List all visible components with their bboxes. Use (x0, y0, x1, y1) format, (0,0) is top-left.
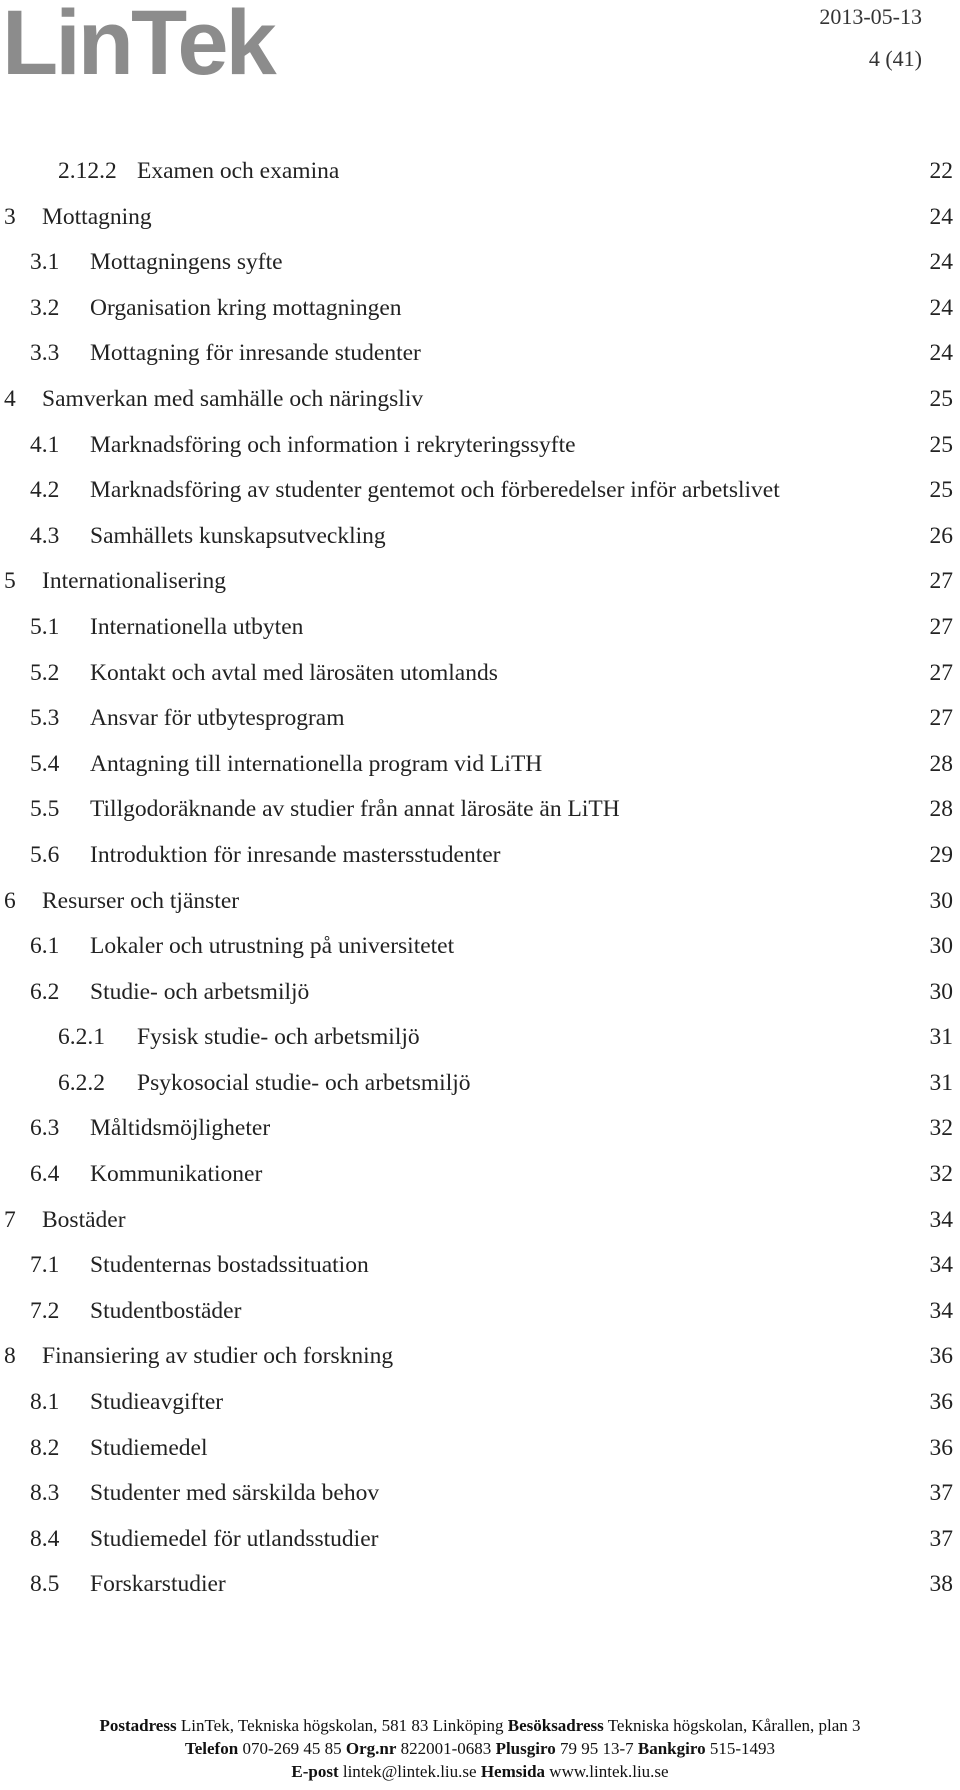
footer-value: Tekniska högskolan, Kårallen, plan 3 (607, 1716, 861, 1735)
toc-entry-title: Internationalisering (42, 568, 227, 595)
toc-entry[interactable] (0, 1567, 960, 1613)
toc-entry-number: 5.6 (30, 841, 60, 868)
toc-entry-number: 4.3 (30, 522, 60, 549)
toc-entry[interactable] (0, 428, 960, 474)
toc-entry-number: 3.1 (30, 249, 60, 276)
toc-entry[interactable] (0, 564, 960, 610)
toc-entry-page: 25 (929, 431, 953, 458)
footer-label: Besöksadress (507, 1716, 604, 1735)
toc-entry[interactable] (0, 1476, 960, 1522)
toc-entry[interactable] (0, 519, 960, 565)
toc-entry-number: 7.1 (30, 1252, 60, 1279)
toc-entry-title: Samverkan med samhälle och näringsliv (42, 385, 424, 412)
footer-line-web (0, 1760, 960, 1783)
toc-entry-title: Studiemedel (90, 1434, 208, 1461)
toc-entry-number: 6.2 (30, 978, 60, 1005)
toc-entry-page: 26 (929, 522, 953, 549)
toc-entry-title: Mottagning (42, 203, 152, 230)
toc-entry-number: 5 (4, 568, 16, 595)
footer-label: Postadress (99, 1716, 177, 1735)
toc-entry[interactable] (0, 1431, 960, 1477)
toc-entry-title: Tillgodoräknande av studier från annat lärosäte än LiTH (90, 796, 620, 823)
footer-line-phone (0, 1737, 960, 1760)
toc-entry-number: 6.2.1 (58, 1024, 105, 1051)
toc-entry-number: 4 (4, 385, 16, 412)
toc-entry-page: 36 (929, 1343, 953, 1370)
toc-entry-page: 32 (929, 1161, 953, 1188)
toc-entry-number: 8 (4, 1343, 16, 1370)
toc-entry-page: 36 (929, 1434, 953, 1461)
toc-entry-title: Psykosocial studie- och arbetsmiljö (137, 1069, 471, 1096)
toc-entry-number: 8.5 (30, 1571, 60, 1598)
toc-entry-number: 3.2 (30, 294, 60, 321)
toc-entry-page: 34 (929, 1206, 953, 1233)
toc-entry-number: 5.2 (30, 659, 60, 686)
logo-text: LinTek (2, 0, 274, 80)
toc-entry-title: Samhällets kunskapsutveckling (90, 522, 386, 549)
toc-entry-title: Mottagning för inresande studenter (90, 340, 421, 367)
toc-entry-page: 27 (929, 568, 953, 595)
toc-entry-number: 2.12.2 (58, 158, 117, 184)
footer-line-postal (0, 1714, 960, 1737)
toc-entry[interactable] (0, 838, 960, 884)
toc-entry-title: Finansiering av studier och forskning (42, 1343, 394, 1370)
toc-entry[interactable] (0, 1157, 960, 1203)
toc-entry[interactable] (0, 336, 960, 382)
footer-value: 79 95 13-7 (559, 1739, 634, 1758)
toc-entry-page: 37 (929, 1525, 953, 1552)
toc-entry-page: 36 (929, 1389, 953, 1416)
toc-entry-page: 30 (929, 978, 953, 1005)
lintek-logo (2, 0, 302, 80)
toc-entry-page: 24 (929, 249, 953, 276)
toc-entry-title: Kommunikationer (90, 1161, 263, 1188)
footer-label: Org.nr (345, 1739, 397, 1758)
toc-entry[interactable] (0, 154, 960, 200)
toc-entry-number: 6.1 (30, 933, 60, 960)
toc-entry[interactable] (0, 245, 960, 291)
toc-entry-number: 4.1 (30, 431, 60, 458)
toc-entry-page: 27 (929, 613, 953, 640)
toc-entry[interactable] (0, 1385, 960, 1431)
toc-entry[interactable] (0, 929, 960, 975)
toc-entry-page: 32 (929, 1115, 953, 1142)
toc-entry-number: 6 (4, 887, 16, 914)
toc-entry-page: 29 (929, 841, 953, 868)
toc-entry-title: Marknadsföring och information i rekryteringssyfte (90, 431, 576, 458)
toc-entry-title: Studenternas bostadssituation (90, 1252, 369, 1279)
toc-entry-title: Studie- och arbetsmiljö (90, 978, 310, 1005)
toc-entry-title: Internationella utbyten (90, 613, 304, 640)
toc-entry[interactable] (0, 701, 960, 747)
footer-value: 515-1493 (709, 1739, 776, 1758)
footer-label: Plusgiro (495, 1739, 556, 1758)
footer-value: www.lintek.liu.se (549, 1762, 669, 1781)
toc-entry-number: 8.1 (30, 1389, 60, 1416)
toc-entry-title: Kontakt och avtal med lärosäten utomlands (90, 659, 498, 686)
toc-entry-number: 6.3 (30, 1115, 60, 1142)
toc-entry-number: 5.1 (30, 613, 60, 640)
toc-entry-title: Mottagningens syfte (90, 249, 283, 276)
toc-entry-number: 3 (4, 203, 16, 230)
toc-entry[interactable] (0, 792, 960, 838)
toc-entry[interactable] (0, 1522, 960, 1568)
toc-entry-title: Antagning till internationella program vid LiTH (90, 750, 543, 777)
footer-value: LinTek, Tekniska högskolan, 581 83 Linköping (180, 1716, 504, 1735)
toc-entry-title: Organisation kring mottagningen (90, 294, 402, 321)
toc-entry-page: 37 (929, 1480, 953, 1507)
toc-entry-title: Lokaler och utrustning på universitetet (90, 933, 455, 960)
toc-entry[interactable] (0, 1294, 960, 1340)
toc-entry-title: Introduktion för inresande mastersstudenter (90, 841, 501, 868)
toc-entry-title: Resurser och tjänster (42, 887, 240, 914)
toc-entry-page: 24 (929, 203, 953, 230)
toc-entry-number: 8.3 (30, 1480, 60, 1507)
toc-entry-title: Fysisk studie- och arbetsmiljö (137, 1024, 420, 1051)
toc-entry-number: 3.3 (30, 340, 60, 367)
toc-entry-page: 34 (929, 1297, 953, 1324)
toc-entry-title: Måltidsmöjligheter (90, 1115, 271, 1142)
toc-entry[interactable] (0, 291, 960, 337)
toc-entry[interactable] (0, 610, 960, 656)
toc-entry-number: 5.5 (30, 796, 60, 823)
footer-label: E-post (291, 1762, 339, 1781)
toc-entry-page: 34 (929, 1252, 953, 1279)
toc-entry-title: Forskarstudier (90, 1571, 226, 1598)
footer-label: Telefon (184, 1739, 239, 1758)
toc-entry-title: Studieavgifter (90, 1389, 224, 1416)
toc-entry-page: 25 (929, 385, 953, 412)
toc-entry-title: Marknadsföring av studenter gentemot och förberedelser inför arbetslivet (90, 477, 780, 504)
toc-entry-number: 8.2 (30, 1434, 60, 1461)
toc-entry-page: 27 (929, 659, 953, 686)
toc-entry-number: 7 (4, 1206, 16, 1233)
page-indicator: 4 (41) (868, 46, 922, 71)
toc-entry[interactable] (0, 1020, 960, 1066)
toc-entry-page: 28 (929, 750, 953, 777)
toc-entry-page: 30 (929, 887, 953, 914)
toc-entry-title: Bostäder (42, 1206, 126, 1233)
toc-entry-number: 8.4 (30, 1525, 60, 1552)
document-date: 2013-05-13 (819, 4, 922, 29)
toc-entry[interactable] (0, 975, 960, 1021)
toc-entry-page: 38 (929, 1571, 953, 1598)
toc-entry[interactable] (0, 747, 960, 793)
toc-entry[interactable] (0, 1066, 960, 1112)
toc-entry-page: 24 (929, 294, 953, 321)
toc-entry-number: 6.4 (30, 1161, 60, 1188)
toc-entry[interactable] (0, 473, 960, 519)
footer-label: Bankgiro (637, 1739, 706, 1758)
table-of-contents (0, 154, 960, 1613)
toc-entry-number: 4.2 (30, 477, 60, 504)
toc-entry[interactable] (0, 656, 960, 702)
footer (0, 1714, 960, 1783)
footer-value: lintek@lintek.liu.se (342, 1762, 477, 1781)
toc-entry[interactable] (0, 1339, 960, 1385)
toc-entry[interactable] (0, 1111, 960, 1157)
toc-entry-title: Ansvar för utbytesprogram (90, 705, 345, 732)
footer-value: 822001-0683 (400, 1739, 492, 1758)
toc-entry-number: 6.2.2 (58, 1069, 105, 1096)
footer-label: Hemsida (480, 1762, 546, 1781)
toc-entry-page: 27 (929, 705, 953, 732)
toc-entry-page: 31 (929, 1069, 953, 1096)
toc-entry-page: 30 (929, 933, 953, 960)
toc-entry-number: 5.3 (30, 705, 60, 732)
toc-entry[interactable] (0, 1248, 960, 1294)
toc-entry[interactable] (0, 884, 960, 930)
toc-entry-title: Studiemedel för utlandsstudier (90, 1525, 379, 1552)
toc-entry-page: 22 (929, 158, 953, 184)
toc-entry[interactable] (0, 382, 960, 428)
toc-entry-page: 31 (929, 1024, 953, 1051)
toc-entry-number: 5.4 (30, 750, 60, 777)
footer-value: 070-269 45 85 (242, 1739, 342, 1758)
toc-entry-title: Studentbostäder (90, 1297, 242, 1324)
toc-entry-page: 28 (929, 796, 953, 823)
toc-entry-page: 24 (929, 340, 953, 367)
toc-entry[interactable] (0, 1203, 960, 1249)
toc-entry-page: 25 (929, 477, 953, 504)
toc-entry[interactable] (0, 200, 960, 246)
toc-entry-number: 7.2 (30, 1297, 60, 1324)
toc-entry-title: Studenter med särskilda behov (90, 1480, 380, 1507)
toc-entry-title: Examen och examina (137, 158, 340, 184)
